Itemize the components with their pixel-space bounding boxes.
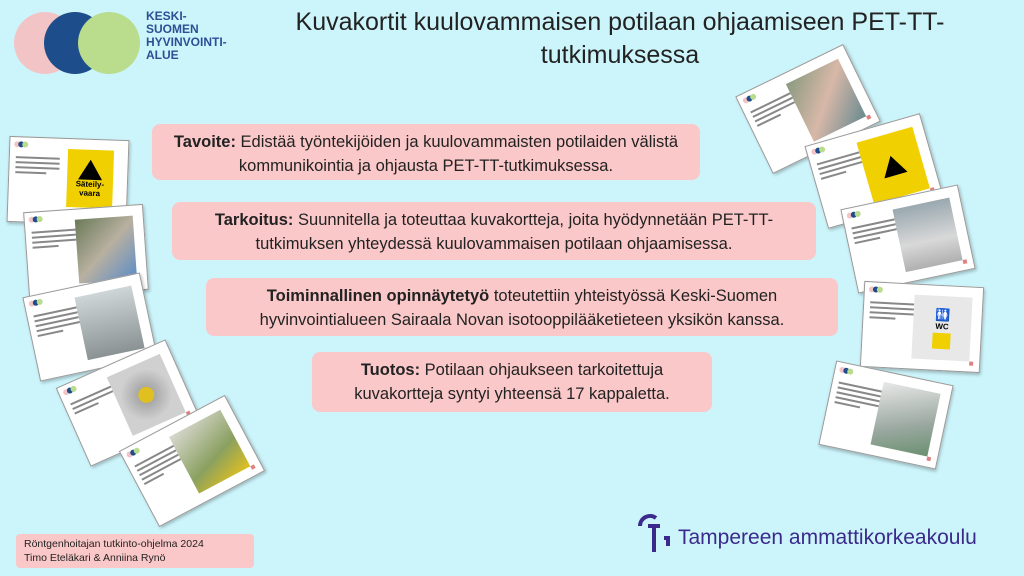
goal-label: Tavoite: <box>173 133 236 151</box>
patient-scanner-photo <box>871 382 941 457</box>
wc-icon: 🚻 <box>934 307 951 322</box>
toilet-photo <box>169 410 250 494</box>
purpose-text: Suunnitella ja toteuttaa kuvakortteja, joita hyödynnetään PET-TT-tutkimuksen yhteydessä kuulovammaisen potilaan ohjaamisessa. <box>255 211 774 253</box>
authors: Timo Eteläkari & Anniina Rynö <box>24 552 166 564</box>
output-label: Tuotos: <box>360 361 421 379</box>
card-text <box>834 379 883 416</box>
bed-photo <box>893 198 963 273</box>
tamk-name: Tampereen ammattikorkeakoulu <box>678 526 977 549</box>
radiation-warning-sign <box>66 149 114 209</box>
radiation-icon <box>879 153 908 179</box>
card-wc <box>860 281 984 373</box>
keski-suomen-logo <box>14 8 254 72</box>
logo-line: HYVINVOINTI- <box>146 35 227 49</box>
card-patient-scanner <box>818 360 953 469</box>
sign-text: vaara <box>78 188 101 199</box>
card-text <box>851 215 899 247</box>
wc-label: WC <box>935 321 949 331</box>
thesis-text: toteutettiin yhteistyössä Keski-Suomen hyvinvointialueen Sairaala Novan isotooppilääketieteen yksikön kanssa. <box>259 287 785 329</box>
card-text <box>31 226 76 252</box>
card-logo <box>14 141 28 147</box>
card-text <box>816 148 865 182</box>
scanner-room-photo <box>75 286 145 361</box>
logo-line: ALUE <box>146 48 179 62</box>
sign-text: Säteily- <box>75 179 105 190</box>
page-title: Kuvakortit kuulovammaisen potilaan ohjaamiseen PET-TT-tutkimuksessa <box>295 8 945 69</box>
tamk-symbol-icon <box>636 512 676 556</box>
program-name: Röntgenhoitajan tutkinto-ohjelma 2024 <box>24 538 204 550</box>
credit-box <box>16 534 254 568</box>
tamk-logo <box>636 512 1016 556</box>
cannula-photo <box>75 216 137 284</box>
logo-line: SUOMEN <box>146 22 199 36</box>
thesis-label: Toiminnallinen opinnäytetyö <box>266 287 490 305</box>
radiation-small-sign <box>932 332 951 349</box>
output-text: Potilaan ohjaukseen tarkoitettuja kuvakortteja syntyi yhteensä 17 kappaletta. <box>354 361 670 403</box>
goal-box <box>152 124 700 180</box>
thesis-box <box>206 278 838 336</box>
purpose-label: Tarkoitus: <box>214 211 294 229</box>
logo-line: KESKI- <box>146 9 187 23</box>
card-text <box>869 298 914 323</box>
goal-text: Edistää työntekijöiden ja kuulovammaisten potilaiden välistä kommunikointia ja ohjausta PET-TT-tutkimuksessa. <box>235 133 679 175</box>
purpose-box <box>172 202 816 260</box>
logo-circle-green <box>78 12 140 74</box>
output-box <box>312 352 712 412</box>
card-text <box>15 153 60 178</box>
card-text <box>33 303 82 340</box>
radiation-icon <box>78 159 103 180</box>
wc-sign-photo <box>911 295 972 362</box>
arm-photo <box>786 59 866 142</box>
